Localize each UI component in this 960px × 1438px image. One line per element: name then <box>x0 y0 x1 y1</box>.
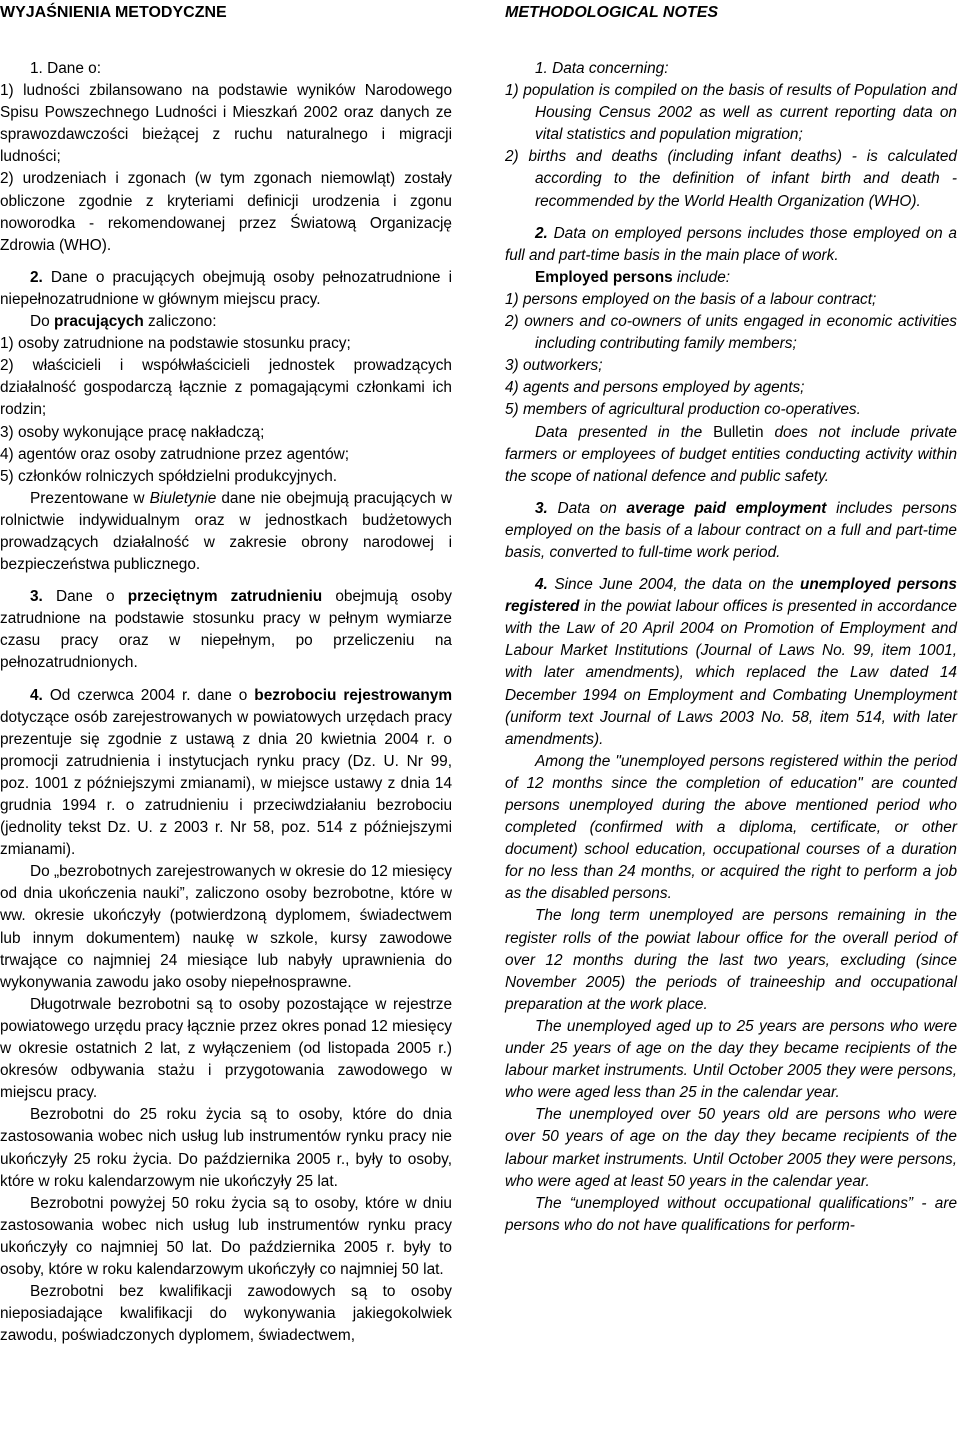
note-1-intro: 1. Dane o: <box>30 60 102 77</box>
note-2-paragraph-3-en <box>505 422 957 488</box>
note-4-paragraph-5-en: The unemployed over 50 years old are persons who were over 50 years of age on the day they became recipients of the labour market instruments. Until October 2005 they were persons, who were aged at least 50 years in the calendar year. <box>505 1106 957 1190</box>
note-2-item-1-en: 1) persons employed on the basis of a labour contract; <box>505 290 877 308</box>
note-2-lead-end: zaliczono: <box>143 313 217 331</box>
body-polish <box>0 58 452 1347</box>
note-2-paragraph-2-en <box>505 267 957 289</box>
note-2-polish <box>0 267 452 576</box>
note-2-lead-en: include: <box>672 268 731 286</box>
note-2-p3-c-en: does not include private farmers or employees of budget entities conducting activity within the scope of national defence and public safety. <box>505 423 957 485</box>
note-3-c: obejmują osoby zatrudnione na podstawie stosunku pracy w pełnym wymiarze czasu pracy oraz w niepełnym, po przeliczeniu na pełnozatrudnionych. <box>0 588 453 672</box>
note-2-item-3: 3) osoby wykonujące pracę nakładczą; <box>0 423 265 441</box>
note-2-item-3-en: 3) outworkers; <box>505 357 603 375</box>
note-4-number-en: 4. <box>535 576 548 594</box>
note-4-paragraph-2-en: Among the "unemployed persons registered within the period of 12 months since the completion of education" are counted persons unemployed during the above mentioned period who completed (confirmed with a diploma, certificate, or other document) school education, occupational courses of a duration for no less than 24 months, or acquired the right to perform a job as the disabled persons. <box>505 752 957 903</box>
note-3-number: 3. <box>30 588 43 606</box>
note-2-number-en: 2. <box>535 224 548 242</box>
note-4-number: 4. <box>30 686 43 704</box>
term-pracujacych: pracujących <box>53 313 144 331</box>
note-2-number: 2. <box>30 268 43 286</box>
note-4-paragraph-5: Bezrobotni powyżej 50 roku życia są to osoby, które w dniu zastosowania wobec nich usług lub instrumentów rynku pracy ukończyły co najmniej 50 lat. Do października 2005 r. były to osoby, które w roku kalendarzowym ukończyły co najmniej 50 lat. <box>0 1194 452 1278</box>
note-2-item-2-en: 2) owners and co-owners of units engaged in economic activities including contributing family members; <box>505 313 957 353</box>
section-title-polish: WYJAŚNIENIA METODYCZNE <box>0 4 227 21</box>
note-1-item-2-en: 2) births and deaths (including infant deaths) - is calculated according to the definition of infant birth and death - recommended by the World Health Organization (WHO). <box>505 148 957 210</box>
note-4-paragraph-4-en: The unemployed aged up to 25 years are persons who were under 25 years of age on the day they became recipients of the labour market instruments. Until October 2005 they were persons, who were aged less than 25 in the calendar year. <box>505 1017 957 1102</box>
note-2-item-4-en: 4) agents and persons employed by agents; <box>505 379 805 397</box>
note-3-paragraph-en <box>505 498 957 564</box>
term-average-paid-employment: average paid employment <box>626 499 827 517</box>
term-przecietne-zatrudnienie: przeciętnym zatrudnieniu <box>127 588 323 606</box>
note-1-item-2: 2) urodzeniach i zgonach (w tym zgonach niemowląt) zostały obliczone zgodnie z kryteriami definicji urodzenia i zgonu noworodka - rekomendowanej przez Światową Organizację Zdrowia (WHO). <box>0 170 452 254</box>
note-4-polish <box>0 685 452 1348</box>
note-2-item-2: 2) właścicieli i współwłaścicieli jednostek prowadzących działalność gospodarczą łącznie z pomagającymi członkami ich rodzin; <box>0 357 452 419</box>
note-3-number-en: 3. <box>535 499 548 517</box>
note-2-p3-a-en: Data presented in the <box>535 423 714 441</box>
note-4-paragraph-1-en <box>505 574 957 751</box>
note-2-paragraph-3 <box>0 488 452 576</box>
note-2-item-4: 4) agentów oraz osoby zatrudnione przez agentów; <box>0 445 350 463</box>
note-2-text: Dane o pracujących obejmują osoby pełnozatrudnione i niepełnozatrudnione w głównym miejscu pracy. <box>0 268 452 308</box>
note-2-p3-a: Prezentowane w <box>30 489 150 507</box>
note-2-lead: Do <box>30 313 54 331</box>
note-4-paragraph-3: Długotrwale bezrobotni są to osoby pozostające w rejestrze powiatowego urzędu pracy łącznie przez okres ponad 12 miesięcy w okresie ostatnich 2 lat, z wyłączeniem (od listopada 2005 r.) okresów odbywania stażu i przygotowania zawodowego w miejscu pracy. <box>0 995 452 1102</box>
note-1-item-1-en: 1) population is compiled on the basis of results of Population and Housing Census 2002 as well as current reporting data on vital statistics and population migration; <box>505 82 957 144</box>
note-4-paragraph-4: Bezrobotni do 25 roku życia są to osoby, które do dnia zastosowania wobec nich usług lub instrumentów rynku pracy nie ukończyły 25 roku życia. Do października 2005 r., były to osoby, które w roku kalendarzowym nie ukończyły 25 lat. <box>0 1106 452 1190</box>
note-4-a: Od czerwca 2004 r. dane o <box>42 686 255 704</box>
note-2-p3-c: dane nie obejmują pracujących w rolnictwie indywidualnym oraz w jednostkach budżetowych prowadzących działalność w zakresie obrony narodowej i bezpieczeństwa publicznego. <box>0 489 452 574</box>
section-title-english: METHODOLOGICAL NOTES <box>505 4 719 21</box>
note-1-intro-en: 1. Data concerning: <box>535 60 669 77</box>
note-4-paragraph-1 <box>0 685 452 862</box>
body-english <box>505 58 957 1237</box>
note-3-c-en: includes persons employed on the basis of a labour contract on a full and part-time basis, converted to full-time work period. <box>505 499 957 561</box>
term-bulletin: Bulletin <box>713 423 764 441</box>
note-4-paragraph-6-en: The “unemployed without occupational qualifications” - are persons who do not have qualifications for perform- <box>505 1194 957 1234</box>
note-1-polish <box>0 58 452 257</box>
note-2-paragraph-1-en <box>505 223 957 267</box>
note-3-polish <box>0 586 452 674</box>
note-2-text-en: Data on employed persons includes those employed on a full and part-time basis in the main place of work. <box>505 224 957 264</box>
note-3-a-en: Data on <box>547 499 627 517</box>
note-3-a: Dane o <box>42 588 128 606</box>
note-1-english <box>505 58 957 213</box>
note-3-english <box>505 498 957 564</box>
note-2-paragraph-1 <box>0 267 452 311</box>
note-2-english <box>505 223 957 488</box>
note-2-item-5-en: 5) members of agricultural production co-operatives. <box>505 401 861 419</box>
term-biuletyn: Biuletynie <box>149 489 217 507</box>
note-4-paragraph-2: Do „bezrobotnych zarejestrowanych w okresie do 12 miesięcy od dnia ukończenia nauki”, zaliczono osoby bezrobotne, które w ww. okresie ukończyły (potwierdzoną dyplomem, świadectwem lub innym dokumentem) naukę w szkole, kursy zawodowe trwające co najmniej 24 miesiące lub nabyły uprawnienia do wykonywania zawodu jako osoby niepełnosprawne. <box>0 863 452 991</box>
note-2-item-5: 5) członków rolniczych spółdzielni produkcyjnych. <box>0 467 338 485</box>
term-bezrobocie-rejestrowane: bezrobociu rejestrowanym <box>254 686 453 704</box>
note-3-paragraph <box>0 586 452 674</box>
note-2-item-1: 1) osoby zatrudnione na podstawie stosunku pracy; <box>0 335 351 353</box>
note-4-paragraph-3-en: The long term unemployed are persons remaining in the register rolls of the powiat labour office for the overall period of over 12 months during the last two years, excluding (since November 2005) the periods of traineeship and occupational preparation at the work place. <box>505 907 957 1013</box>
note-4-paragraph-6: Bezrobotni bez kwalifikacji zawodowych są to osoby nieposiadające kwalifikacji do wykonywania jakiegokolwiek zawodu, poświadczonych dyplomem, świadectwem, <box>0 1283 452 1345</box>
term-unemployed-registered: unemployed persons registered <box>505 576 957 616</box>
term-employed-persons: Employed persons <box>535 268 673 286</box>
note-4-a-en: Since June 2004, the data on the <box>547 576 800 594</box>
note-4-c: dotyczące osób zarejestrowanych w powiatowych urzędach pracy prezentuje się zgodnie z ustawą z dnia 20 kwietnia 2004 r. o promocji zatrudnienia i instytucjach rynku pracy (Dz. U. Nr 99, poz. 1001 z późniejszymi zmianami), w miejsce ustawy z dnia 14 grudnia 1994 r. o zatrudnieniu i przeciwdziałaniu bezrobociu (jednolity tekst Dz. U. z 2003 r. Nr 58, poz. 514 z późniejszymi zmianami). <box>0 708 452 859</box>
note-4-c-en: in the powiat labour offices is presented in accordance with the Law of 20 April 2004 on Promotion of Employment and Labour Market Institutions (Journal of Laws No. 99, item 1001, with later amendments), which replaced the Law dated 14 December 1994 on Employment and Combating Unemployment (uniform text Journal of Laws 2003 No. 58, item 514, with later amendments). <box>505 598 957 748</box>
note-1-item-1: 1) ludności zbilansowano na podstawie wyników Narodowego Spisu Powszechnego Ludności i Mieszkań 2002 oraz danych ze sprawozdawczości bieżącej z ruchu naturalnego i migracji ludności; <box>0 82 452 166</box>
note-4-english <box>505 574 957 1237</box>
note-2-paragraph-2 <box>0 311 452 333</box>
